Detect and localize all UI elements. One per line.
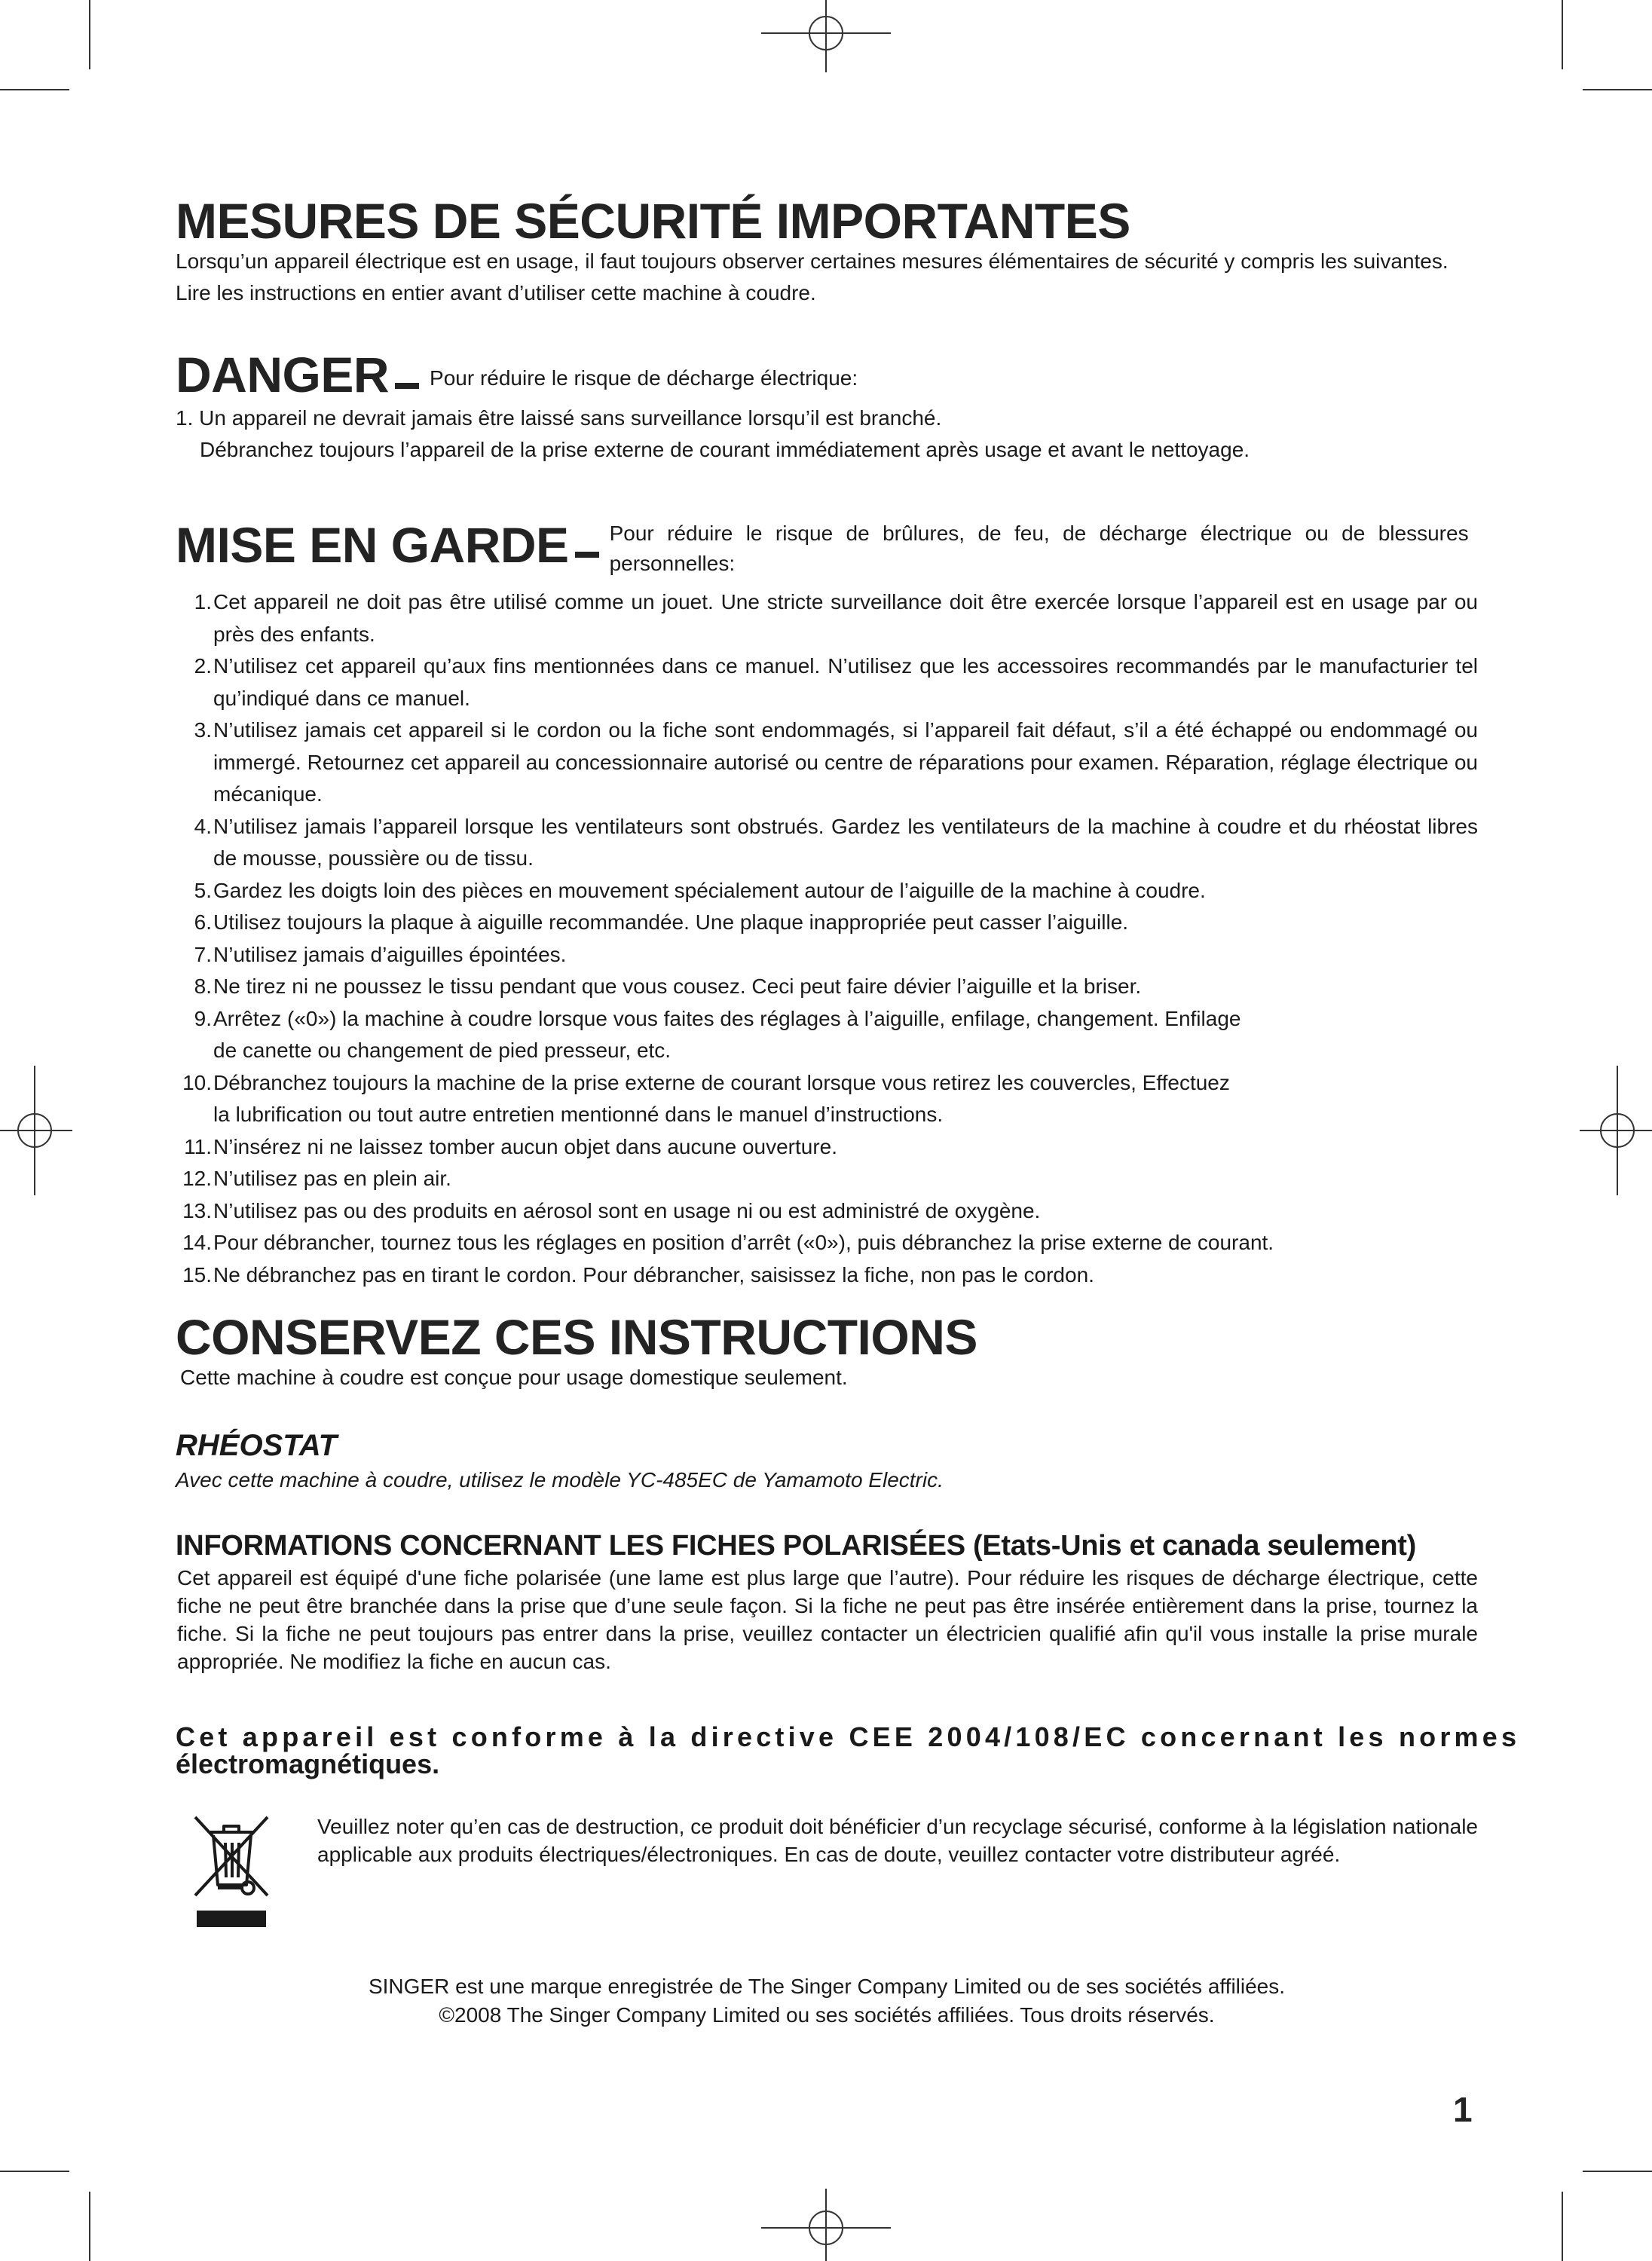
list-item: 7. N’utilisez jamais d’aiguilles épointées. bbox=[194, 942, 567, 966]
heading-dash bbox=[395, 383, 419, 389]
danger-heading: DANGER bbox=[176, 347, 390, 402]
list-item: 6. Utilisez toujours la plaque à aiguille recommandée. Une plaque inappropriée peut casser l’aiguille. bbox=[194, 910, 1129, 934]
crossed-out-wheelie-bin-icon bbox=[191, 1813, 272, 1933]
safety-page bbox=[176, 188, 1521, 2030]
polarized-heading: INFORMATIONS CONCERNANT LES FICHES POLARISÉES (Etats-Unis et canada seulement) bbox=[176, 1530, 1417, 1562]
list-item: 13. N’utilisez pas ou des produits en aérosol sont en usage ni ou est administré de oxygène. bbox=[182, 1198, 1041, 1222]
caution-list bbox=[176, 586, 1478, 1291]
page-number: 1 bbox=[1453, 2090, 1473, 2129]
caution-heading: MISE EN GARDE bbox=[176, 517, 569, 573]
rheostat-heading: RHÉOSTAT bbox=[176, 1429, 338, 1462]
list-item: 10. Débranchez toujours la machine de la prise externe de courant lorsque vous retirez les couvercles, Effectuez la lubrification ou tout autre entretien mentionné dans le manuel d’instructions. bbox=[182, 1070, 1230, 1126]
intro-paragraph: Lorsqu’un appareil électrique est en usage, il faut toujours observer certaines mesures élémentaires de sécurité y compris les suivantes. bbox=[176, 249, 1449, 273]
copyright-notice: ©2008 The Singer Company Limited ou ses sociétés affiliées. Tous droits réservés. bbox=[439, 2003, 1215, 2027]
list-item: 3. N’utilisez jamais cet appareil si le cordon ou la fiche sont endommagés, si l’appareil fait défaut, s’il a été échappé ou endommagé ou immergé. Retournez cet appareil au concessionnaire autorisé ou centre de réparations pour examen. Réparation, réglage électrique ou mécanique. bbox=[194, 718, 1478, 806]
directive-statement: Cet appareil est conforme à la directive CEE 2004/108/EC concernant les normes bbox=[176, 1721, 1521, 1752]
page-title: MESURES DE SÉCURITÉ IMPORTANTES bbox=[176, 193, 1130, 249]
list-item: 15. Ne débranchez pas en tirant le cordon. Pour débrancher, saisissez la fiche, non pas le cordon. bbox=[182, 1262, 1094, 1287]
danger-heading-row bbox=[176, 347, 1478, 402]
list-item: 14. Pour débrancher, tournez tous les réglages en position d’arrêt («0»), puis débranchez la prise externe de courant. bbox=[182, 1231, 1274, 1254]
list-item: 9. Arrêtez («0») la machine à coudre lorsque vous faites des réglages à l’aiguille, enfilage, changement. Enfilage de canette ou changement de pied presseur, etc. bbox=[194, 1006, 1241, 1062]
list-item: 8. Ne tirez ni ne poussez le tissu pendant que vous cousez. Ceci peut faire dévier l’aiguille et la briser. bbox=[194, 974, 1142, 998]
list-item: 1. Cet appareil ne doit pas être utilisé comme un jouet. Une stricte surveillance doit être exercée lorsque l’appareil est en usage par ou près des enfants. bbox=[194, 590, 1478, 646]
caution-heading-row bbox=[176, 519, 1478, 579]
danger-subtitle: Pour réduire le risque de décharge électrique: bbox=[430, 366, 858, 390]
list-item: 2. N’utilisez cet appareil qu’aux fins mentionnées dans ce manuel. N’utilisez que les accessoires recommandés par le manufacturier tel qu’indiqué dans ce manuel. bbox=[194, 654, 1478, 710]
danger-item-continued: Débranchez toujours l’appareil de la prise externe de courant immédiatement après usage et avant le nettoyage. bbox=[200, 438, 1250, 461]
recycling-notice bbox=[176, 1813, 1478, 1933]
trademark-notice: SINGER est une marque enregistrée de The Singer Company Limited ou de ses sociétés affiliées. bbox=[368, 1975, 1286, 1998]
danger-item: 1. Un appareil ne devrait jamais être laissé sans surveillance lorsqu’il est branché. bbox=[176, 406, 942, 430]
polarized-text: Cet appareil est équipé d'une fiche polarisée (une lame est plus large que l’autre). Pour réduire les risques de décharge électrique, cette fiche ne peut être branchée dans la prise que d’une seule façon. Si la fiche ne peut pas être insérée entièrement dans la prise, tournez la fiche. Si la fiche ne peut toujours pas entrer dans la prise, veuillez contacter un électricien qualifié afin qu'il vous installe la prise murale appropriée. Ne modifiez la fiche en aucun cas. bbox=[177, 1566, 1478, 1673]
conserve-heading: CONSERVEZ CES INSTRUCTIONS bbox=[176, 1309, 977, 1365]
directive-statement-continued: électromagnétiques. bbox=[176, 1749, 440, 1779]
conserve-text: Cette machine à coudre est conçue pour usage domestique seulement. bbox=[180, 1366, 848, 1389]
list-item: 5. Gardez les doigts loin des pièces en mouvement spécialement autour de l’aiguille de la machine à coudre. bbox=[194, 878, 1206, 902]
list-item: 4. N’utilisez jamais l’appareil lorsque les ventilateurs sont obstrués. Gardez les ventilateurs de la machine à coudre et du rhéostat libres de mousse, poussière ou de tissu. bbox=[194, 814, 1478, 870]
caution-subtitle: Pour réduire le risque de brûlures, de feu, de décharge électrique ou de blessures personnelles: bbox=[609, 522, 1469, 575]
list-item: 12. N’utilisez pas en plein air. bbox=[182, 1167, 451, 1190]
recycling-text: Veuillez noter qu’en cas de destruction, ce produit doit bénéficier d’un recyclage sécurisé, conforme à la législation nationale applicable aux produits électriques/électroniques. En cas de doute, veuillez contacter votre distributeur agréé. bbox=[317, 1815, 1478, 1866]
list-item: 11. N’insérez ni ne laissez tomber aucun objet dans aucune ouverture. bbox=[184, 1134, 838, 1158]
intro-reading-note: Lire les instructions en entier avant d’utiliser cette machine à coudre. bbox=[176, 281, 816, 304]
heading-dash bbox=[575, 552, 599, 558]
trademark-footer bbox=[176, 1972, 1478, 2030]
rheostat-text: Avec cette machine à coudre, utilisez le modèle YC-485EC de Yamamoto Electric. bbox=[176, 1468, 944, 1492]
